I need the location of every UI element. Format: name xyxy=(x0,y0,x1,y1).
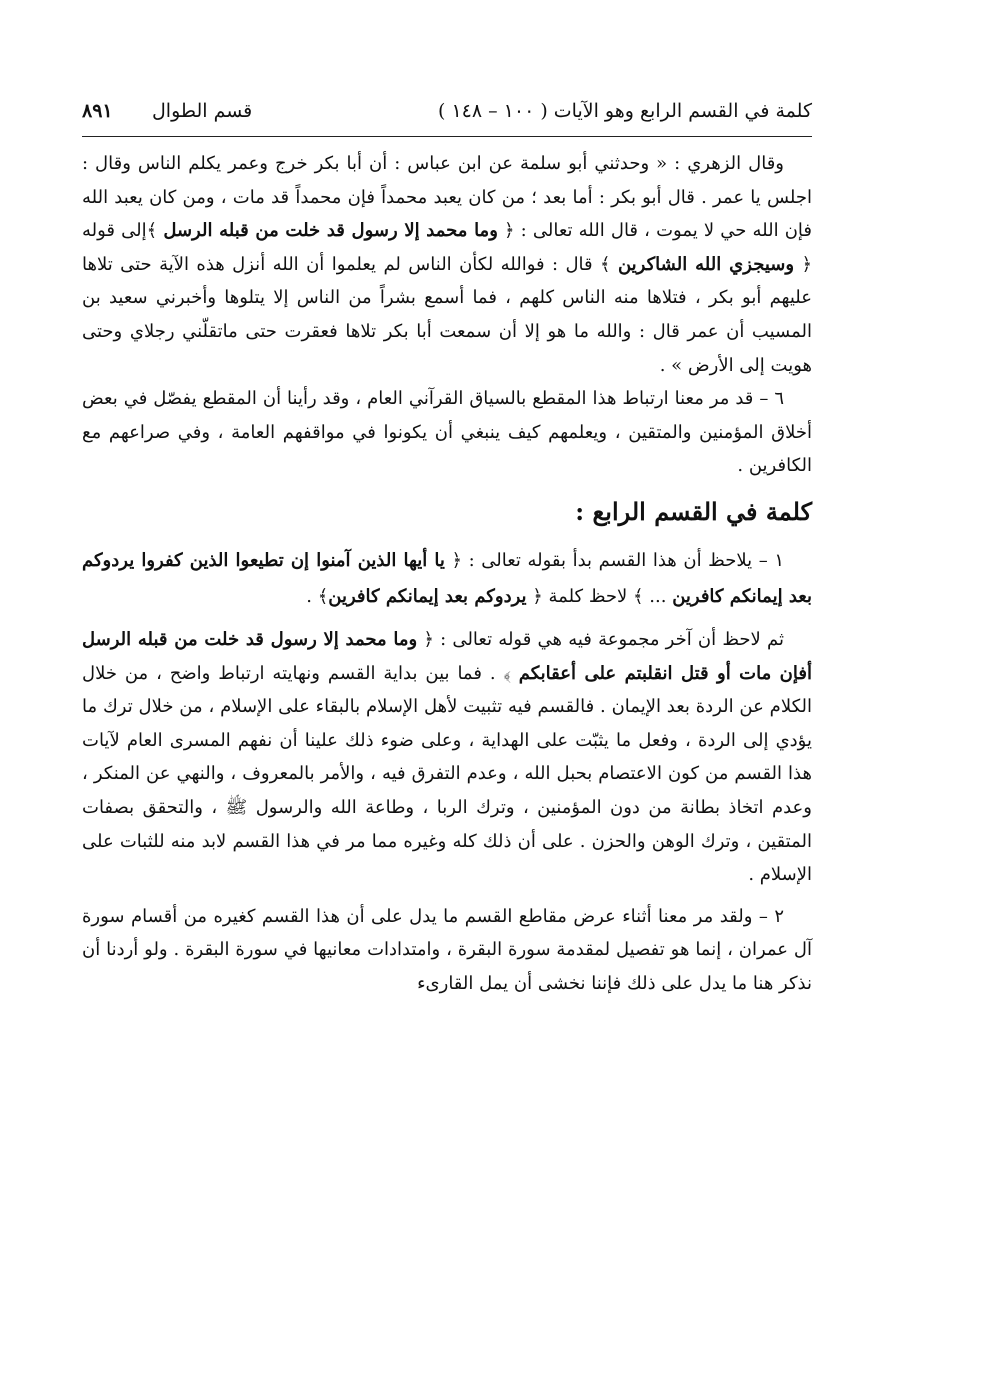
running-head xyxy=(82,88,812,134)
paragraph-point-1 xyxy=(82,543,812,615)
quran-verse: يردوكم بعد إيمانكم كافرين xyxy=(328,585,527,607)
quran-verse: وسيجزي الله الشاكرين xyxy=(617,253,795,275)
quran-verse: وما محمد إلا رسول قد خلت من قبله الرسل xyxy=(163,220,498,242)
paragraph-last-group xyxy=(82,623,812,892)
paragraph-text: ﴾ قال : فوالله لكأن الناس لم يعلموا أن الله أنزل هذه الآية حتى تلاها عليهم أبو بكر ، فتلاها منه الناس كلهم ، فما أسمع بشراً من الناس إلا يتلوها وأخبرني سعيد بن المسيب أن عمر قال : والله ما هو إلا أن سمعت أبا بكر تلاها فعقرت حتى ماتقلّني رجلاي وحتى هويت إلى الأرض » . xyxy=(82,253,812,376)
paragraph-text: وقال الزهري : « وحدثني أبو سلمة عن ابن عباس : أن أبا بكر خرج وعمر يكلم الناس وقال : اجلس يا عمر . قال أبو بكر : أما بعد ؛ من كان يعبد محمداً فإن محمداً قد مات ، ومن كان يعبد الله فإن الله حي لا يموت ، قال الله تعالى : ﴿ xyxy=(82,153,812,242)
paragraph-text: ﴾ . فما بين بداية القسم ونهايته ارتباط واضح ، من خلال الكلام عن الردة بعد الإيمان . فالقسم فيه تثبيت لأهل الإسلام بالبقاء على الإسلام ، من خلال ترك ما يؤدي إلى الردة ، وفعل ما يثبّت على الهداية ، وعلى ضوء ذلك علينا أن نفهم المسرى العام لآيات هذا القسم من كون الاعتصام بحبل الله ، وعدم التفرق فيه ، والأمر بالمعروف ، والنهي عن المنكر ، وعدم اتخاذ بطانة من دون المؤمنين ، وترك الربا ، وطاعة الله والرسول ﷺ ، والتحقق بصفات المتقين ، وترك الوهن والحزن . على أن ذلك كله وغيره مما مر في هذا القسم لابد منه للثبات على الإسلام . xyxy=(82,662,812,886)
paragraph-text: ﴾ . xyxy=(306,585,329,607)
paragraph-point-6: ٦ – قد مر معنا ارتباط هذا المقطع بالسياق القرآني العام ، وقد رأينا أن المقطع يفصّل في بعض أخلاق المؤمنين والمتقين ، ويعلمهم كيف ينبغي أن يكونوا في مواقفهم العامة ، وفي صراعهم مع الكافرين . xyxy=(82,388,812,477)
quran-verse: يا أيها الذين آمنوا إن تطيعوا الذين كفروا يردوكم بعد إيمانكم كافرين xyxy=(82,549,812,607)
paragraph-text: ... ﴾ لاحظ كلمة ﴿ xyxy=(526,585,673,607)
book-page xyxy=(82,88,812,1328)
page-body xyxy=(82,147,812,1000)
quran-verse: وما محمد إلا رسول قد خلت من قبله الرسل أفإن مات أو قتل انقلبتم على أعقابكم xyxy=(82,628,812,684)
section-name: قسم الطوال xyxy=(152,100,253,122)
paragraph-text: ثم لاحظ أن آخر مجموعة فيه هي قوله تعالى : ﴿ xyxy=(417,628,785,650)
section-heading: كلمة في القسم الرابع : xyxy=(575,496,812,526)
paragraph-text: ١ – يلاحظ أن هذا القسم بدأ بقوله تعالى : ﴿ xyxy=(444,549,784,571)
paragraph-text: ﴾إلى قوله ﴿ xyxy=(82,220,812,275)
page-number: ٨٩١ xyxy=(82,100,113,122)
chapter-title: كلمة في القسم الرابع وهو الآيات ( ١٠٠ – ١٤٨ ) xyxy=(437,100,812,122)
paragraph-zuhri-narration xyxy=(82,147,812,382)
paragraph-point-2: ٢ – ولقد مر معنا أثناء عرض مقاطع القسم ما يدل على أن هذا القسم كغيره من أقسام سورة آل عمران ، إنما هو تفصيل لمقدمة سورة البقرة ، وامتدادات معانيها في سورة البقرة . ولو أردنا أن نذكر هنا ما يدل على ذلك فإننا نخشى أن يمل القارىء xyxy=(82,905,812,994)
header-rule xyxy=(82,136,812,137)
